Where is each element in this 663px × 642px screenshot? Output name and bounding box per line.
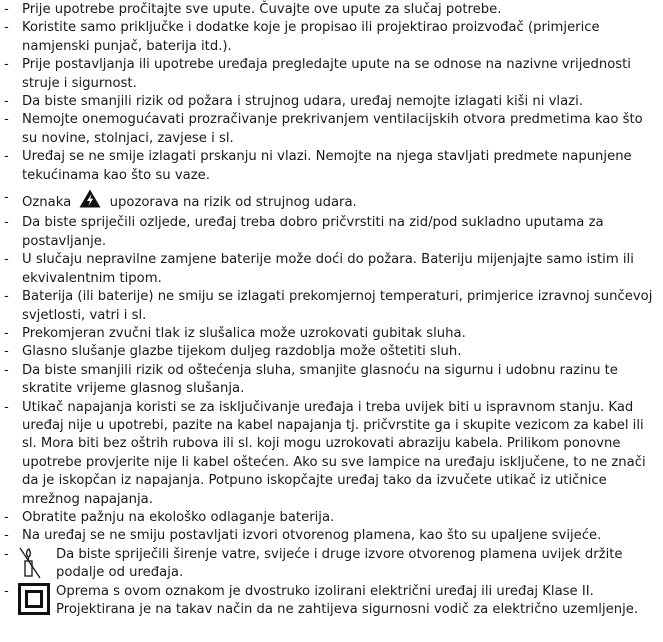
list-item: - Na uređaj se ne smiju postavljati izvori otvorenog plamena, kao što su upaljene svijeće. <box>2 527 657 545</box>
class2-equipment-text: Oprema s ovom oznakom je dvostruko izolirani električni uređaj ili uređaj Klase II. Projektirana je na takav način da ne zahtijeva sigurnosni vodič za električno uzemljenje. <box>56 583 639 617</box>
no-candle-icon <box>18 546 44 586</box>
list-item: - Prekomjeran zvučni tlak iz slušalica može uzrokovati gubitak sluha. <box>2 325 657 343</box>
list-item-shock-warning <box>2 189 657 214</box>
list-item: - Prije upotrebe pročitajte sve upute. Čuvajte ove upute za slučaj potrebe. <box>2 1 657 19</box>
list-item: - Obratite pažnju na ekološko odlaganje baterija. <box>2 509 657 527</box>
list-item: - U slučaju nepravilne zamjene baterije može doći do požara. Bateriju mijenjajte samo istim ili ekvivalentnim tipom. <box>2 251 657 288</box>
list-item: - Da biste smanjili rizik od oštećenja sluha, smanjite glasnoću na sigurnu i udobnu razinu te skratite vrijeme glasnog slušanja. <box>2 362 657 399</box>
list-item-class2-equipment <box>2 583 657 620</box>
list-item: - Da biste spriječili ozljede, uređaj treba dobro pričvrstiti na zid/pod sukladno uputama za postavljanje. <box>2 214 657 251</box>
shock-text-before: Oznaka <box>22 195 72 211</box>
list-item-candle-warning <box>2 546 657 583</box>
list-item: - Prije postavljanja ili upotrebe uređaja pregledajte upute na se odnose na nazivne vrijednosti struje i sigurnost. <box>2 56 657 93</box>
list-item: - Da biste smanjili rizik od požara i strujnog udara, uređaj nemojte izlagati kiši ni vlazi. <box>2 93 657 111</box>
list-item: - Glasno slušanje glazbe tijekom duljeg razdoblja može oštetiti sluh. <box>2 343 657 361</box>
shock-text-after: upozorava na rizik od strujnog udara. <box>109 195 357 211</box>
list-item: - Utikač napajanja koristi se za isključivanje uređaja i treba uvijek biti u ispravnom stanju. Kad uređaj nije u upotrebi, pazite na kabel napajanja tj. pričvrstite ga i skupite vezicom za kabel ili sl. Mora biti bez oštrih rubova ili sl. koji mogu uzrokovati abraziju kabela. Prilikom ponovne upotrebe provjerite nije li kabel oštećen. Ako su sve lampice na uređaju isključene, to ne znači da je iskopčan iz napajanja. Potpuno iskopčajte uređaj tako da izvučete utikač iz utičnice mrežnog napajanja. <box>2 399 657 509</box>
double-insulation-class-ii-icon <box>18 583 50 622</box>
list-item: - Baterija (ili baterije) ne smiju se izlagati prekomjernoj temperaturi, primjerice izravnoj sunčevoj svjetlosti, vatri i sl. <box>2 288 657 325</box>
list-item: - Koristite samo priključke i dodatke koje je propisao ili projektirao proizvođač (primjerice namjenski punjač, baterija itd.). <box>2 19 657 56</box>
electric-shock-warning-icon <box>79 189 101 214</box>
list-item: - Nemojte onemogućavati prozračivanje prekrivanjem ventilacijskih otvora predmetima kao što su novine, stolnjaci, zavjese i sl. <box>2 111 657 148</box>
list-item: - Uređaj se ne smije izlagati prskanju ni vlazi. Nemojte na njega stavljati predmete napunjene tekućinama kao što su vaze. <box>2 148 657 185</box>
instruction-list <box>2 1 657 619</box>
candle-warning-text: Da biste spriječili širenje vatre, svijeće i druge izvore otvorenog plamena uvijek držite podalje od uređaja. <box>56 546 623 581</box>
